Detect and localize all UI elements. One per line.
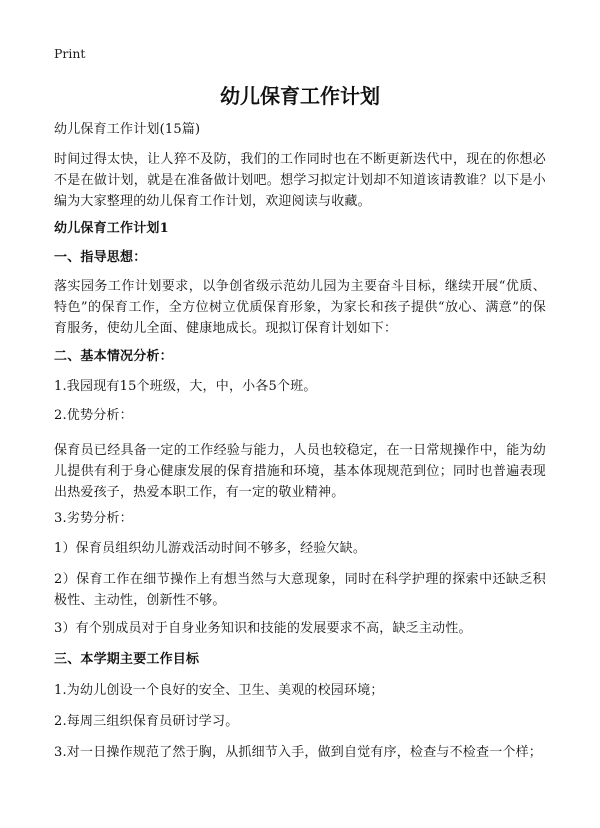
paragraph-strengths-label: 2.优势分析： (54, 408, 133, 423)
print-link[interactable]: Print (54, 46, 86, 61)
paragraph-class-count: 1.我园现有15个班级，大，中，小各5个班。 (54, 379, 317, 394)
document-subtitle: 幼儿保育工作计划(15篇) (54, 122, 201, 137)
paragraph-weakness-3: 3）有个别成员对于自身业务知识和技能的发展要求不高，缺乏主动性。 (54, 621, 472, 636)
paragraph-goal-1: 1.为幼儿创设一个良好的安全、卫生、美观的校园环境； (54, 683, 384, 698)
paragraph-goal-3: 3.对一日操作规范了然于胸，从抓细节入手，做到自觉有序，检查与不检查一个样； (54, 745, 543, 760)
paragraph-guiding-principles: 落实园务工作计划要求，以争创省级示范幼儿园为主要奋斗目标，继续开展“优质、特色”的保育工作，全方位树立优质保育形象，为家长和孩子提供“放心、满意”的保育服务，使幼儿全面、健康地成长。现拟订保育计划如下： (54, 279, 546, 336)
paragraph-weakness-1: 1）保育员组织幼儿游戏活动时间不够多，经验欠缺。 (54, 541, 367, 556)
paragraph-weakness-2: 2）保育工作在细节操作上有想当然与大意现象，同时在科学护理的探索中还缺乏积极性、主动性，创新性不够。 (54, 572, 546, 608)
paragraph-strengths: 保育员已经具备一定的工作经验与能力，人员也较稳定，在一日常规操作中，能为幼儿提供有利于身心健康发展的保育措施和环境，基本体现规范到位；同时也普遍表现出热爱孩子，热爱本职工作，有一定的敬业精神。 (54, 443, 546, 500)
heading-situation-analysis: 二、基本情况分析： (54, 349, 173, 364)
heading-guiding-principles: 一、指导思想： (54, 250, 147, 265)
heading-main-goals: 三、本学期主要工作目标 (54, 652, 200, 667)
paragraph-goal-2: 2.每周三组织保育员研讨学习。 (54, 714, 239, 729)
intro-paragraph: 时间过得太快，让人猝不及防，我们的工作同时也在不断更新迭代中，现在的你想必不是在做计划，就是在准备做计划吧。想学习拟定计划却不知道该请教谁？以下是小编为大家整理的幼儿保育工作计划，欢迎阅读与收藏。 (54, 152, 546, 209)
section-title: 幼儿保育工作计划1 (54, 221, 169, 236)
paragraph-weaknesses-label: 3.劣势分析： (54, 511, 133, 526)
document-title: 幼儿保育工作计划 (220, 84, 380, 108)
